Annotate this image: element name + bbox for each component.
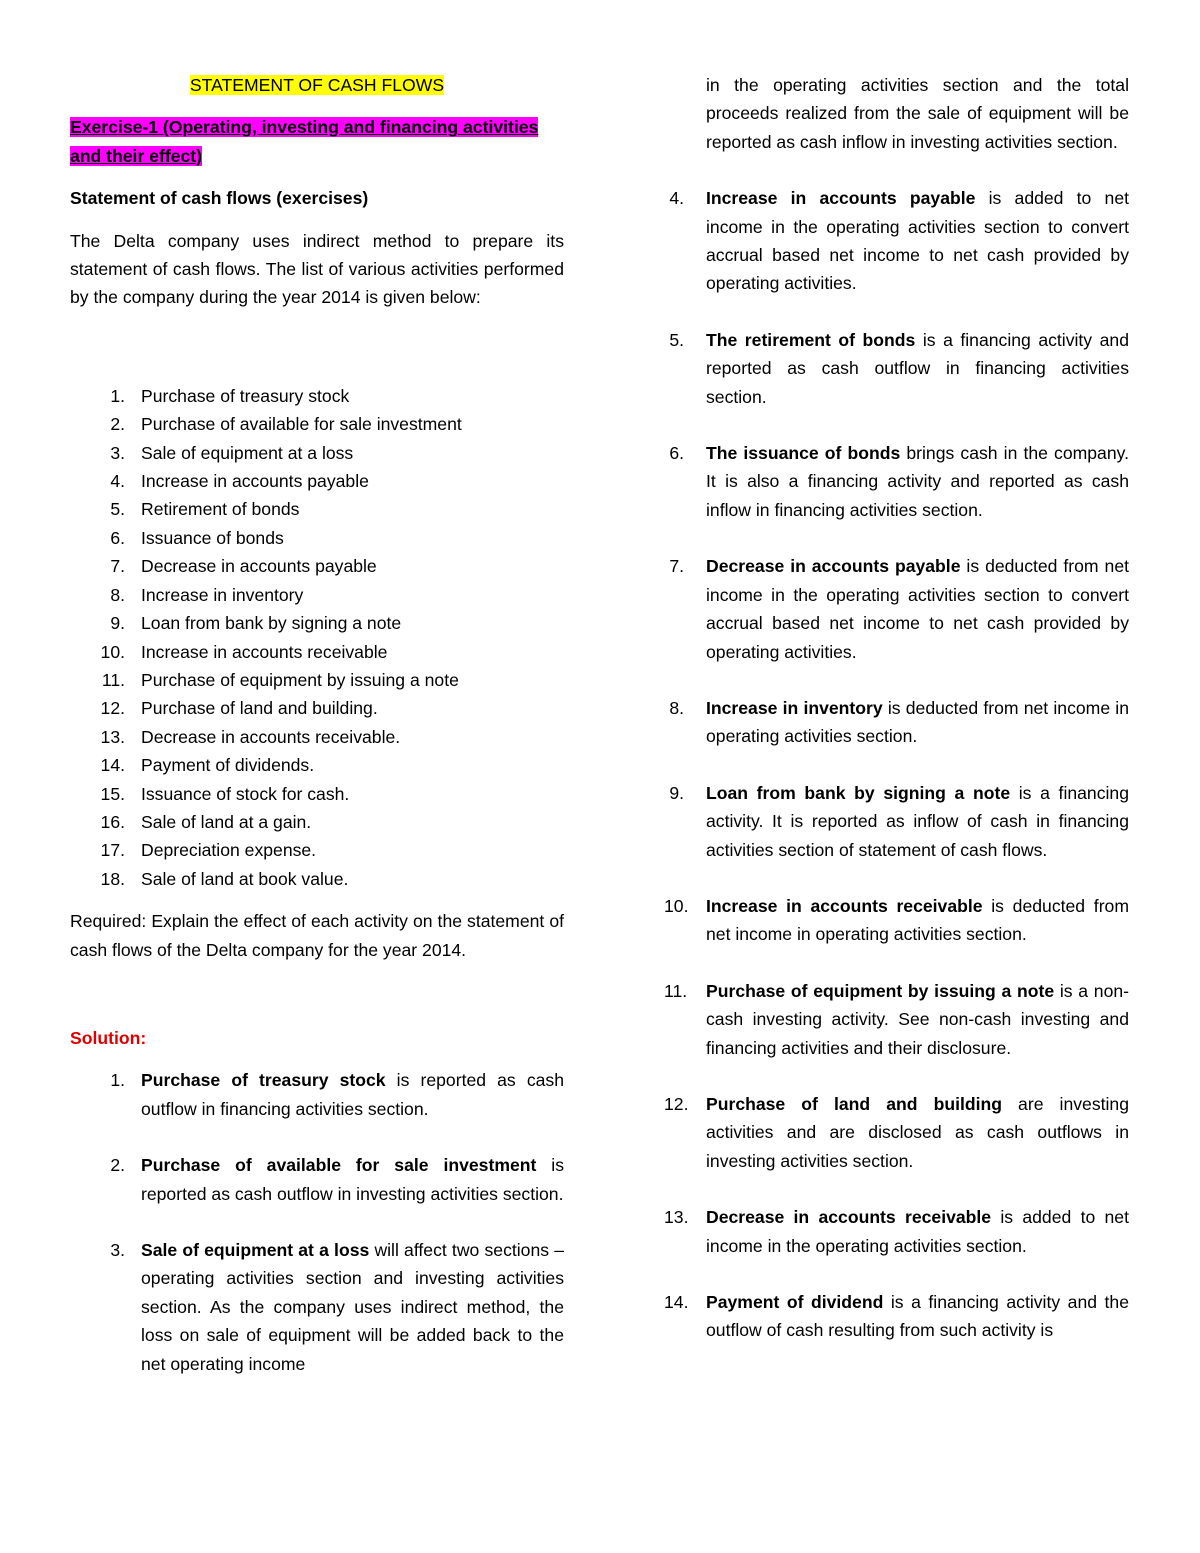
solution-item: 3. Sale of equipment at a loss will affect two sections – operating activities section and investing activities section. As the company uses indirect method, the loss on sale of equipment will be added back to the net operating income [110, 1240, 564, 1374]
solution-item: 8. Increase in inventory is deducted from net income in operating activities section. [669, 697, 1129, 747]
solution-item: 1. Purchase of treasury stock is reported as cash outflow in financing activities section. [110, 1070, 564, 1119]
solution-item-continued: in the operating activities section and the total proceeds realized from the sale of equipment will be reported as cash inflow in investing activities section. [706, 75, 1129, 152]
solution-item: 10. Increase in accounts receivable is deducted from net income in operating activities section. [664, 895, 1129, 945]
list-item: 3. Sale of equipment at a loss [110, 442, 354, 463]
solution-item: 2. Purchase of available for sale investment is reported as cash outflow in investing activities section. [110, 1155, 564, 1204]
list-item: 9. Loan from bank by signing a note [110, 613, 402, 634]
list-item: 16. Sale of land at a gain. [100, 811, 312, 832]
list-item: 14. Payment of dividends. [100, 755, 315, 776]
list-item: 7. Decrease in accounts payable [110, 556, 377, 577]
solution-item: 7. Decrease in accounts payable is deducted from net income in the operating activities section to convert accrual based net income to net cash provided by operating activities. [669, 556, 1129, 662]
list-item: 8. Increase in inventory [110, 584, 304, 605]
intro-paragraph: The Delta company uses indirect method to prepare its statement of cash flows. The list of various activities performed by the company during the year 2014 is given below: [70, 230, 564, 308]
solution-item: 6. The issuance of bonds brings cash in the company. It is also a financing activity and reported as cash inflow in financing activities section. [669, 443, 1129, 520]
solution-item: 9. Loan from bank by signing a note is a financing activity. It is reported as inflow of cash in financing activities section of statement of cash flows. [669, 782, 1129, 860]
list-item: 5. Retirement of bonds [110, 499, 300, 520]
left-column [70, 71, 564, 1406]
list-item: 6. Issuance of bonds [110, 527, 284, 548]
solution-item: 12. Purchase of land and building are investing activities and are disclosed as cash outflows in investing activities section. [664, 1093, 1129, 1171]
list-item: 15. Issuance of stock for cash. [100, 783, 350, 804]
list-item: 4. Increase in accounts payable [110, 471, 369, 492]
page-title: STATEMENT OF CASH FLOWS [189, 75, 445, 95]
list-item: 2. Purchase of available for sale investment [110, 414, 462, 435]
list-item: 12. Purchase of land and building. [100, 698, 378, 719]
solution-item: 4. Increase in accounts payable is added to net income in the operating activities section to convert accrual based net income to net cash provided by operating activities. [669, 188, 1129, 294]
solutions-list-right [664, 184, 1130, 1345]
solution-item: 11. Purchase of equipment by issuing a note is a non-cash investing activity. See non-cash investing and financing activities and their disclosure. [664, 980, 1130, 1058]
list-item: 18. Sale of land at book value. [100, 868, 349, 889]
solution-heading: Solution: [70, 1027, 147, 1048]
exercise-heading: Exercise-1 (Operating, investing and financing activities and their effect) [70, 117, 539, 166]
exercise-heading-line [70, 113, 564, 170]
list-item: 10. Increase in accounts receivable [100, 641, 388, 662]
list-item: 17. Depreciation expense. [100, 840, 317, 861]
activities-list [70, 382, 564, 893]
list-item: 1. Purchase of treasury stock [110, 385, 350, 406]
title-line [70, 71, 564, 99]
list-item: 11. Purchase of equipment by issuing a note [101, 669, 459, 690]
list-item: 13. Decrease in accounts receivable. [100, 726, 401, 747]
right-column [664, 71, 1130, 1345]
solution-item: 5. The retirement of bonds is a financing activity and reported as cash outflow in financing activities section. [669, 329, 1129, 407]
solution-item: 14. Payment of dividend is a financing activity and the outflow of cash resulting from such activity is [664, 1292, 1130, 1341]
solution-item: 13. Decrease in accounts receivable is added to net income in the operating activities section. [664, 1207, 1129, 1256]
subheading: Statement of cash flows (exercises) [70, 188, 369, 209]
required-paragraph: Required: Explain the effect of each activity on the statement of cash flows of the Delta company for the year 2014. [70, 911, 564, 960]
solutions-list-left [70, 1066, 564, 1378]
